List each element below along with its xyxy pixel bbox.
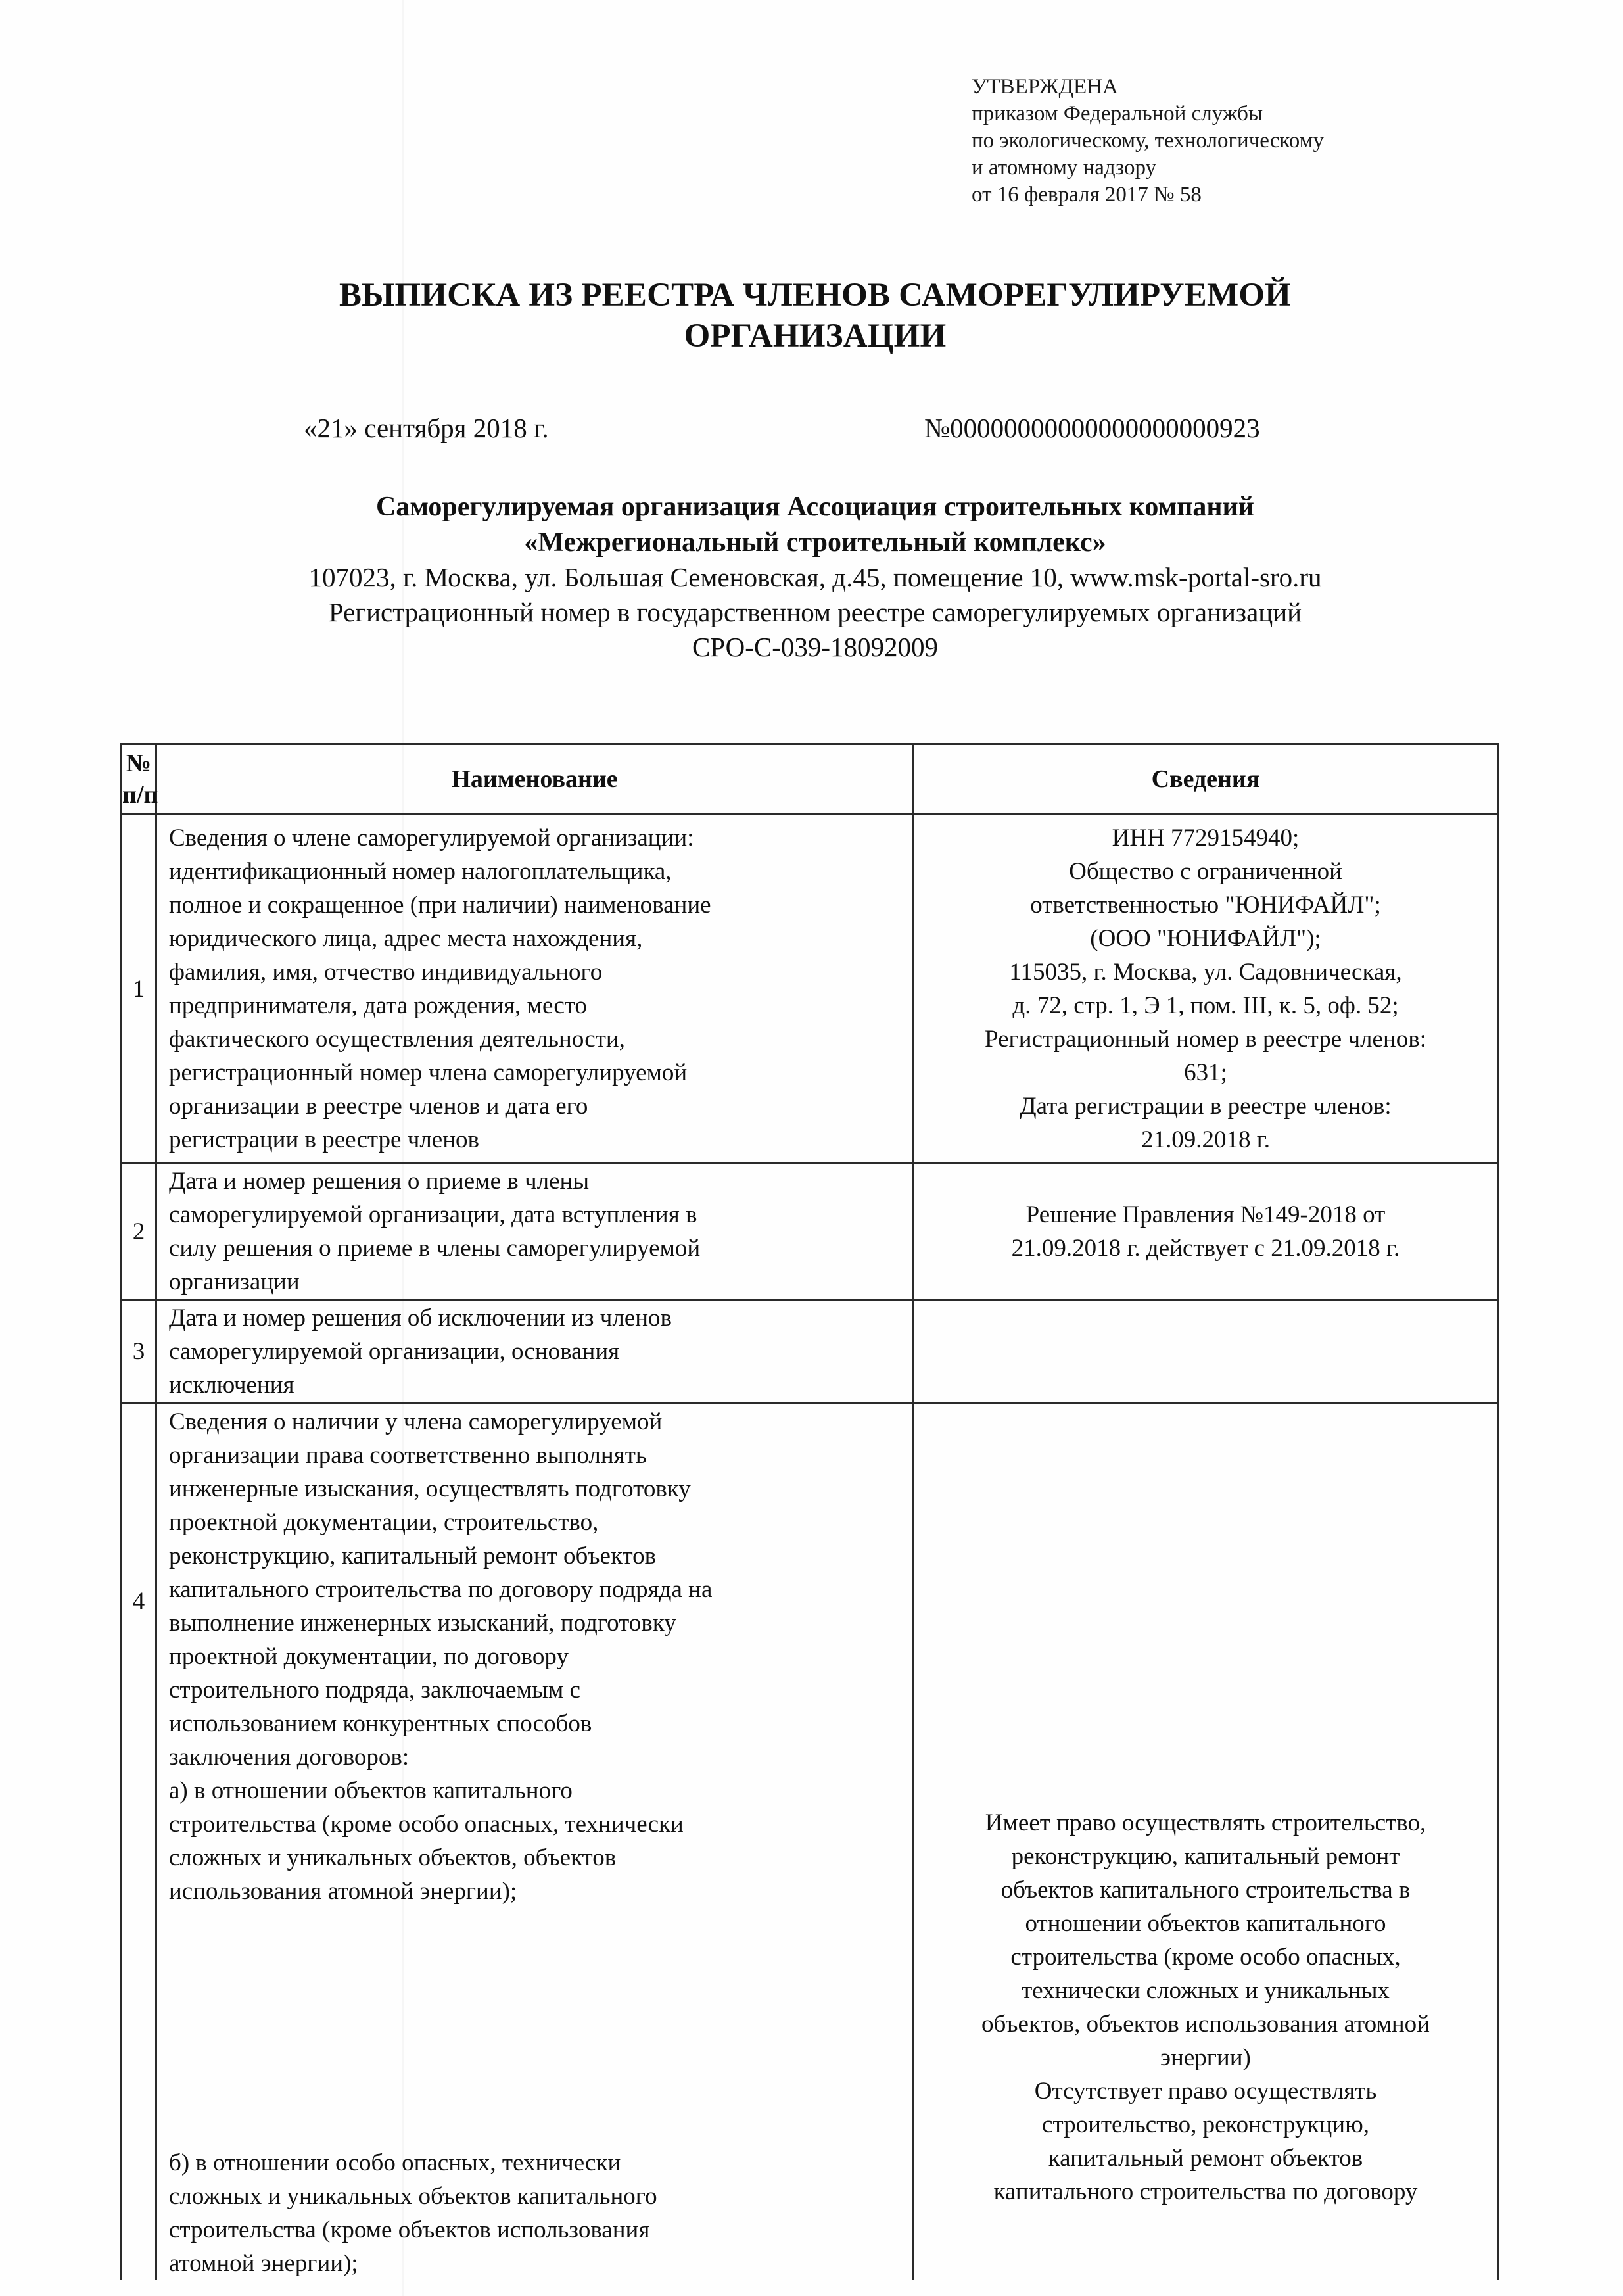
name-line: реконструкцию, капитальный ремонт объектов (169, 1543, 657, 1569)
info-line: 631; (1184, 1059, 1227, 1086)
header-name: Наименование (156, 744, 913, 815)
document-number: №00000000000000000000923 (924, 413, 1260, 443)
row-name (156, 1300, 913, 1403)
document-title (164, 275, 1466, 356)
name-line: атомной энергии); (169, 2250, 358, 2277)
row-number (122, 1403, 156, 2281)
row-name (156, 815, 913, 1164)
name-line: регистрации в реестре членов (169, 1126, 479, 1153)
table-row (122, 1403, 1499, 2281)
name-line: б) в отношении особо опасных, технически (169, 2149, 621, 2176)
approval-line: приказом Федеральной службы (972, 102, 1263, 126)
name-line: регистрационный номер члена саморегулируемой (169, 1059, 688, 1086)
info-line: ИНН 7729154940; (1112, 825, 1300, 851)
name-line: строительства (кроме объектов использования (169, 2216, 650, 2243)
row-info (913, 1403, 1499, 2281)
name-line: проектной документации, по договору (169, 1643, 569, 1670)
name-line: проектной документации, строительство, (169, 1509, 599, 1536)
info-line: капитальный ремонт объектов (1048, 2145, 1363, 2172)
info-line: 115035, г. Москва, ул. Садовническая, (1009, 959, 1402, 986)
info-line: Решение Правления №149-2018 от (1025, 1201, 1386, 1228)
info-line: капитального строительства по договору (993, 2178, 1418, 2205)
info-line: (ООО "ЮНИФАЙЛ"); (1090, 925, 1321, 952)
table-row (122, 815, 1499, 1164)
approval-line: от 16 февраля 2017 № 58 (972, 183, 1202, 206)
organization-address: 107023, г. Москва, ул. Большая Семеновская, д.45, помещение 10, www.msk-portal-sro.ru (308, 562, 1322, 592)
name-line: использования атомной энергии); (169, 1878, 517, 1905)
name-line: исключения (169, 1371, 294, 1399)
row-name (156, 1164, 913, 1300)
approval-line: по экологическому, технологическому (972, 129, 1325, 153)
name-line: Дата и номер решения об исключении из членов (169, 1304, 672, 1331)
name-line: использованием конкурентных способов (169, 1710, 592, 1737)
name-line: сложных и уникальных объектов капитального (169, 2183, 657, 2210)
name-line: полное и сокращенное (при наличии) наименование (169, 892, 711, 919)
name-line: юридического лица, адрес места нахождения, (169, 925, 643, 952)
info-line: Регистрационный номер в реестре членов: (985, 1026, 1426, 1053)
info-line: отношении объектов капитального (1025, 1910, 1386, 1937)
organization-reg-label: Регистрационный номер в государственном реестре саморегулируемых организаций (328, 597, 1302, 627)
info-block-a (918, 1404, 1494, 2074)
name-line: а) в отношении объектов капитального (169, 1777, 573, 1804)
info-line: реконструкцию, капитальный ремонт (1011, 1843, 1400, 1870)
name-line: заключения договоров: (169, 1744, 410, 1771)
row-number: 2 (122, 1164, 156, 1300)
organization-name-line-2: «Межрегиональный строительный комплекс» (524, 527, 1106, 558)
name-line: силу решения о приеме в члены саморегулируемой (169, 1235, 701, 1262)
approval-line: УТВЕРЖДЕНА (972, 75, 1118, 99)
row-info-empty (913, 1300, 1499, 1403)
organization-name-line-1: Саморегулируемая организация Ассоциация строительных компаний (376, 492, 1254, 522)
info-line: технически сложных и уникальных (1022, 1977, 1390, 2004)
info-line: энергии) (1160, 2044, 1251, 2071)
info-line: ответственностью "ЮНИФАЙЛ"; (1030, 892, 1381, 919)
table-row (122, 1300, 1499, 1403)
name-line: саморегулируемой организации, дата вступления в (169, 1201, 697, 1228)
row-info (913, 1164, 1499, 1300)
title-line-1: ВЫПИСКА ИЗ РЕЕСТРА ЧЛЕНОВ САМОРЕГУЛИРУЕМОЙ (339, 277, 1292, 314)
name-line: Сведения о члене саморегулируемой организации: (169, 825, 694, 851)
name-line: идентификационный номер налогоплательщика, (169, 858, 672, 885)
name-line: выполнение инженерных изысканий, подготовку (169, 1610, 676, 1637)
approval-stamp (972, 74, 1324, 208)
row-number: 3 (122, 1300, 156, 1403)
name-line: Дата и номер решения о приеме в члены (169, 1168, 590, 1195)
info-line: Дата регистрации в реестре членов: (1020, 1093, 1392, 1120)
registry-table (120, 743, 1499, 2280)
header-number (122, 744, 156, 815)
info-line: Общество с ограниченной (1069, 858, 1342, 885)
name-line: организации в реестре членов и дата его (169, 1093, 588, 1120)
table-row (122, 1164, 1499, 1300)
row-number-text: 4 (132, 1588, 145, 1615)
row-name (156, 1403, 913, 2281)
name-line: саморегулируемой организации, основания (169, 1337, 620, 1365)
info-line: строительства (кроме особо опасных, (1010, 1944, 1401, 1971)
info-line: объектов капитального строительства в (1000, 1877, 1411, 1903)
info-line: Отсутствует право осуществлять (1034, 2078, 1377, 2105)
organization-block (131, 489, 1499, 665)
info-line: строительство, реконструкцию, (1042, 2111, 1369, 2138)
name-line: строительства (кроме особо опасных, технически (169, 1811, 684, 1838)
name-line: Сведения о наличии у члена саморегулируемой (169, 1408, 663, 1435)
table-header-row (122, 744, 1499, 815)
name-line: предпринимателя, дата рождения, место (169, 992, 587, 1019)
row-number: 1 (122, 815, 156, 1164)
header-number-sign: № (126, 750, 152, 777)
name-line: сложных и уникальных объектов, объектов (169, 1844, 617, 1871)
info-line: Имеет право осуществлять строительство, (985, 1809, 1426, 1836)
organization-reg-number: СРО-С-039-18092009 (692, 632, 939, 662)
name-line: фамилия, имя, отчество индивидуального (169, 959, 603, 986)
name-line: организации права соответственно выполнять (169, 1442, 647, 1469)
document-date: «21» сентября 2018 г. (304, 413, 549, 443)
info-line: 21.09.2018 г. (1141, 1126, 1270, 1153)
name-line: фактического осуществления деятельности, (169, 1026, 625, 1053)
info-line: объектов, объектов использования атомной (981, 2011, 1430, 2038)
name-line: инженерные изыскания, осуществлять подготовку (169, 1475, 691, 1502)
row-info (913, 815, 1499, 1164)
info-line: д. 72, стр. 1, Э 1, пом. III, к. 5, оф. 52; (1012, 992, 1399, 1019)
info-line: 21.09.2018 г. действует с 21.09.2018 г. (1011, 1235, 1400, 1262)
name-line: организации (169, 1268, 300, 1295)
header-number-pp: п/п (122, 781, 158, 809)
row-spacer (169, 1908, 906, 2146)
header-info: Сведения (913, 744, 1499, 815)
name-line: капитального строительства по договору подряда на (169, 1576, 713, 1603)
title-line-2: ОРГАНИЗАЦИИ (684, 318, 947, 354)
name-line: строительного подряда, заключаемым с (169, 1677, 580, 1704)
approval-line: и атомному надзору (972, 156, 1157, 179)
